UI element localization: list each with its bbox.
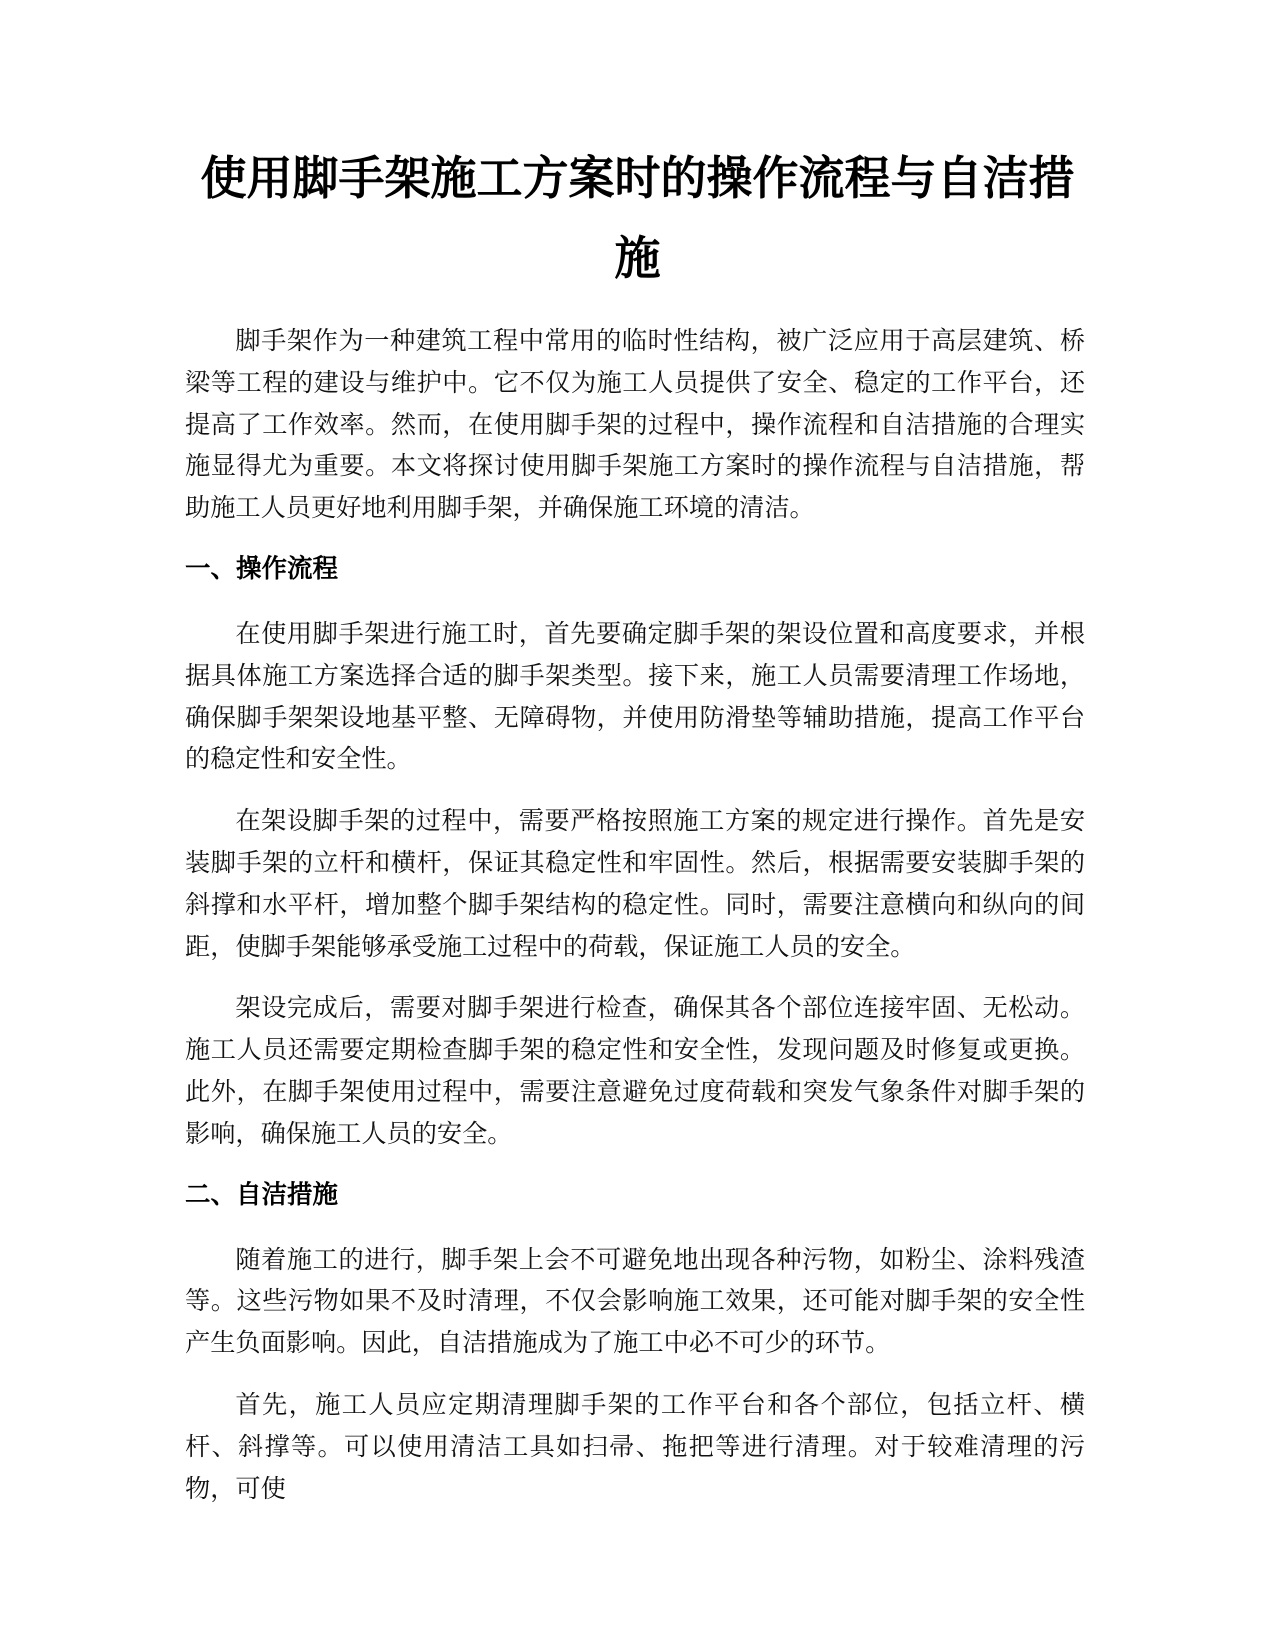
section-heading-operation-flow: 一、操作流程 — [185, 553, 339, 584]
section-heading-self-cleaning: 二、自洁措施 — [185, 1179, 339, 1210]
section-1-paragraph-1: 在使用脚手架进行施工时，首先要确定脚手架的架设位置和高度要求，并根据具体施工方案选择合适的脚手架类型。接下来，施工人员需要清理工作场地，确保脚手架架设地基平整、无障碍物，并使用防滑垫等辅助措施，提高工作平台的稳定性和安全性。 — [185, 618, 1085, 774]
intro-paragraph: 脚手架作为一种建筑工程中常用的临时性结构，被广泛应用于高层建筑、桥梁等工程的建设与维护中。它不仅为施工人员提供了安全、稳定的工作平台，还提高了工作效率。然而，在使用脚手架的过程中，操作流程和自洁措施的合理实施显得尤为重要。本文将探讨使用脚手架施工方案时的操作流程与自洁措施，帮助施工人员更好地利用脚手架，并确保施工环境的清洁。 — [185, 326, 1085, 523]
section-2-paragraph-1: 随着施工的进行，脚手架上会不可避免地出现各种污物，如粉尘、涂料残渣等。这些污物如果不及时清理，不仅会影响施工效果，还可能对脚手架的安全性产生负面影响。因此，自洁措施成为了施工中必不可少的环节。 — [185, 1244, 1085, 1358]
section-1-paragraph-2: 在架设脚手架的过程中，需要严格按照施工方案的规定进行操作。首先是安装脚手架的立杆和横杆，保证其稳定性和牢固性。然后，根据需要安装脚手架的斜撑和水平杆，增加整个脚手架结构的稳定性。同时，需要注意横向和纵向的间距，使脚手架能够承受施工过程中的荷载，保证施工人员的安全。 — [185, 806, 1085, 961]
section-2-paragraph-2: 首先，施工人员应定期清理脚手架的工作平台和各个部位，包括立杆、横杆、斜撑等。可以使用清洁工具如扫帚、拖把等进行清理。对于较难清理的污物，可使 — [185, 1389, 1085, 1503]
document-title: 使用脚手架施工方案时的操作流程与自洁措施 — [200, 151, 1075, 285]
document-body — [185, 320, 1085, 1529]
section-1-paragraph-3: 架设完成后，需要对脚手架进行检查，确保其各个部位连接牢固、无松动。施工人员还需要定期检查脚手架的稳定性和安全性，发现问题及时修复或更换。此外，在脚手架使用过程中，需要注意避免过度荷载和突发气象条件对脚手架的影响，确保施工人员的安全。 — [185, 993, 1085, 1148]
